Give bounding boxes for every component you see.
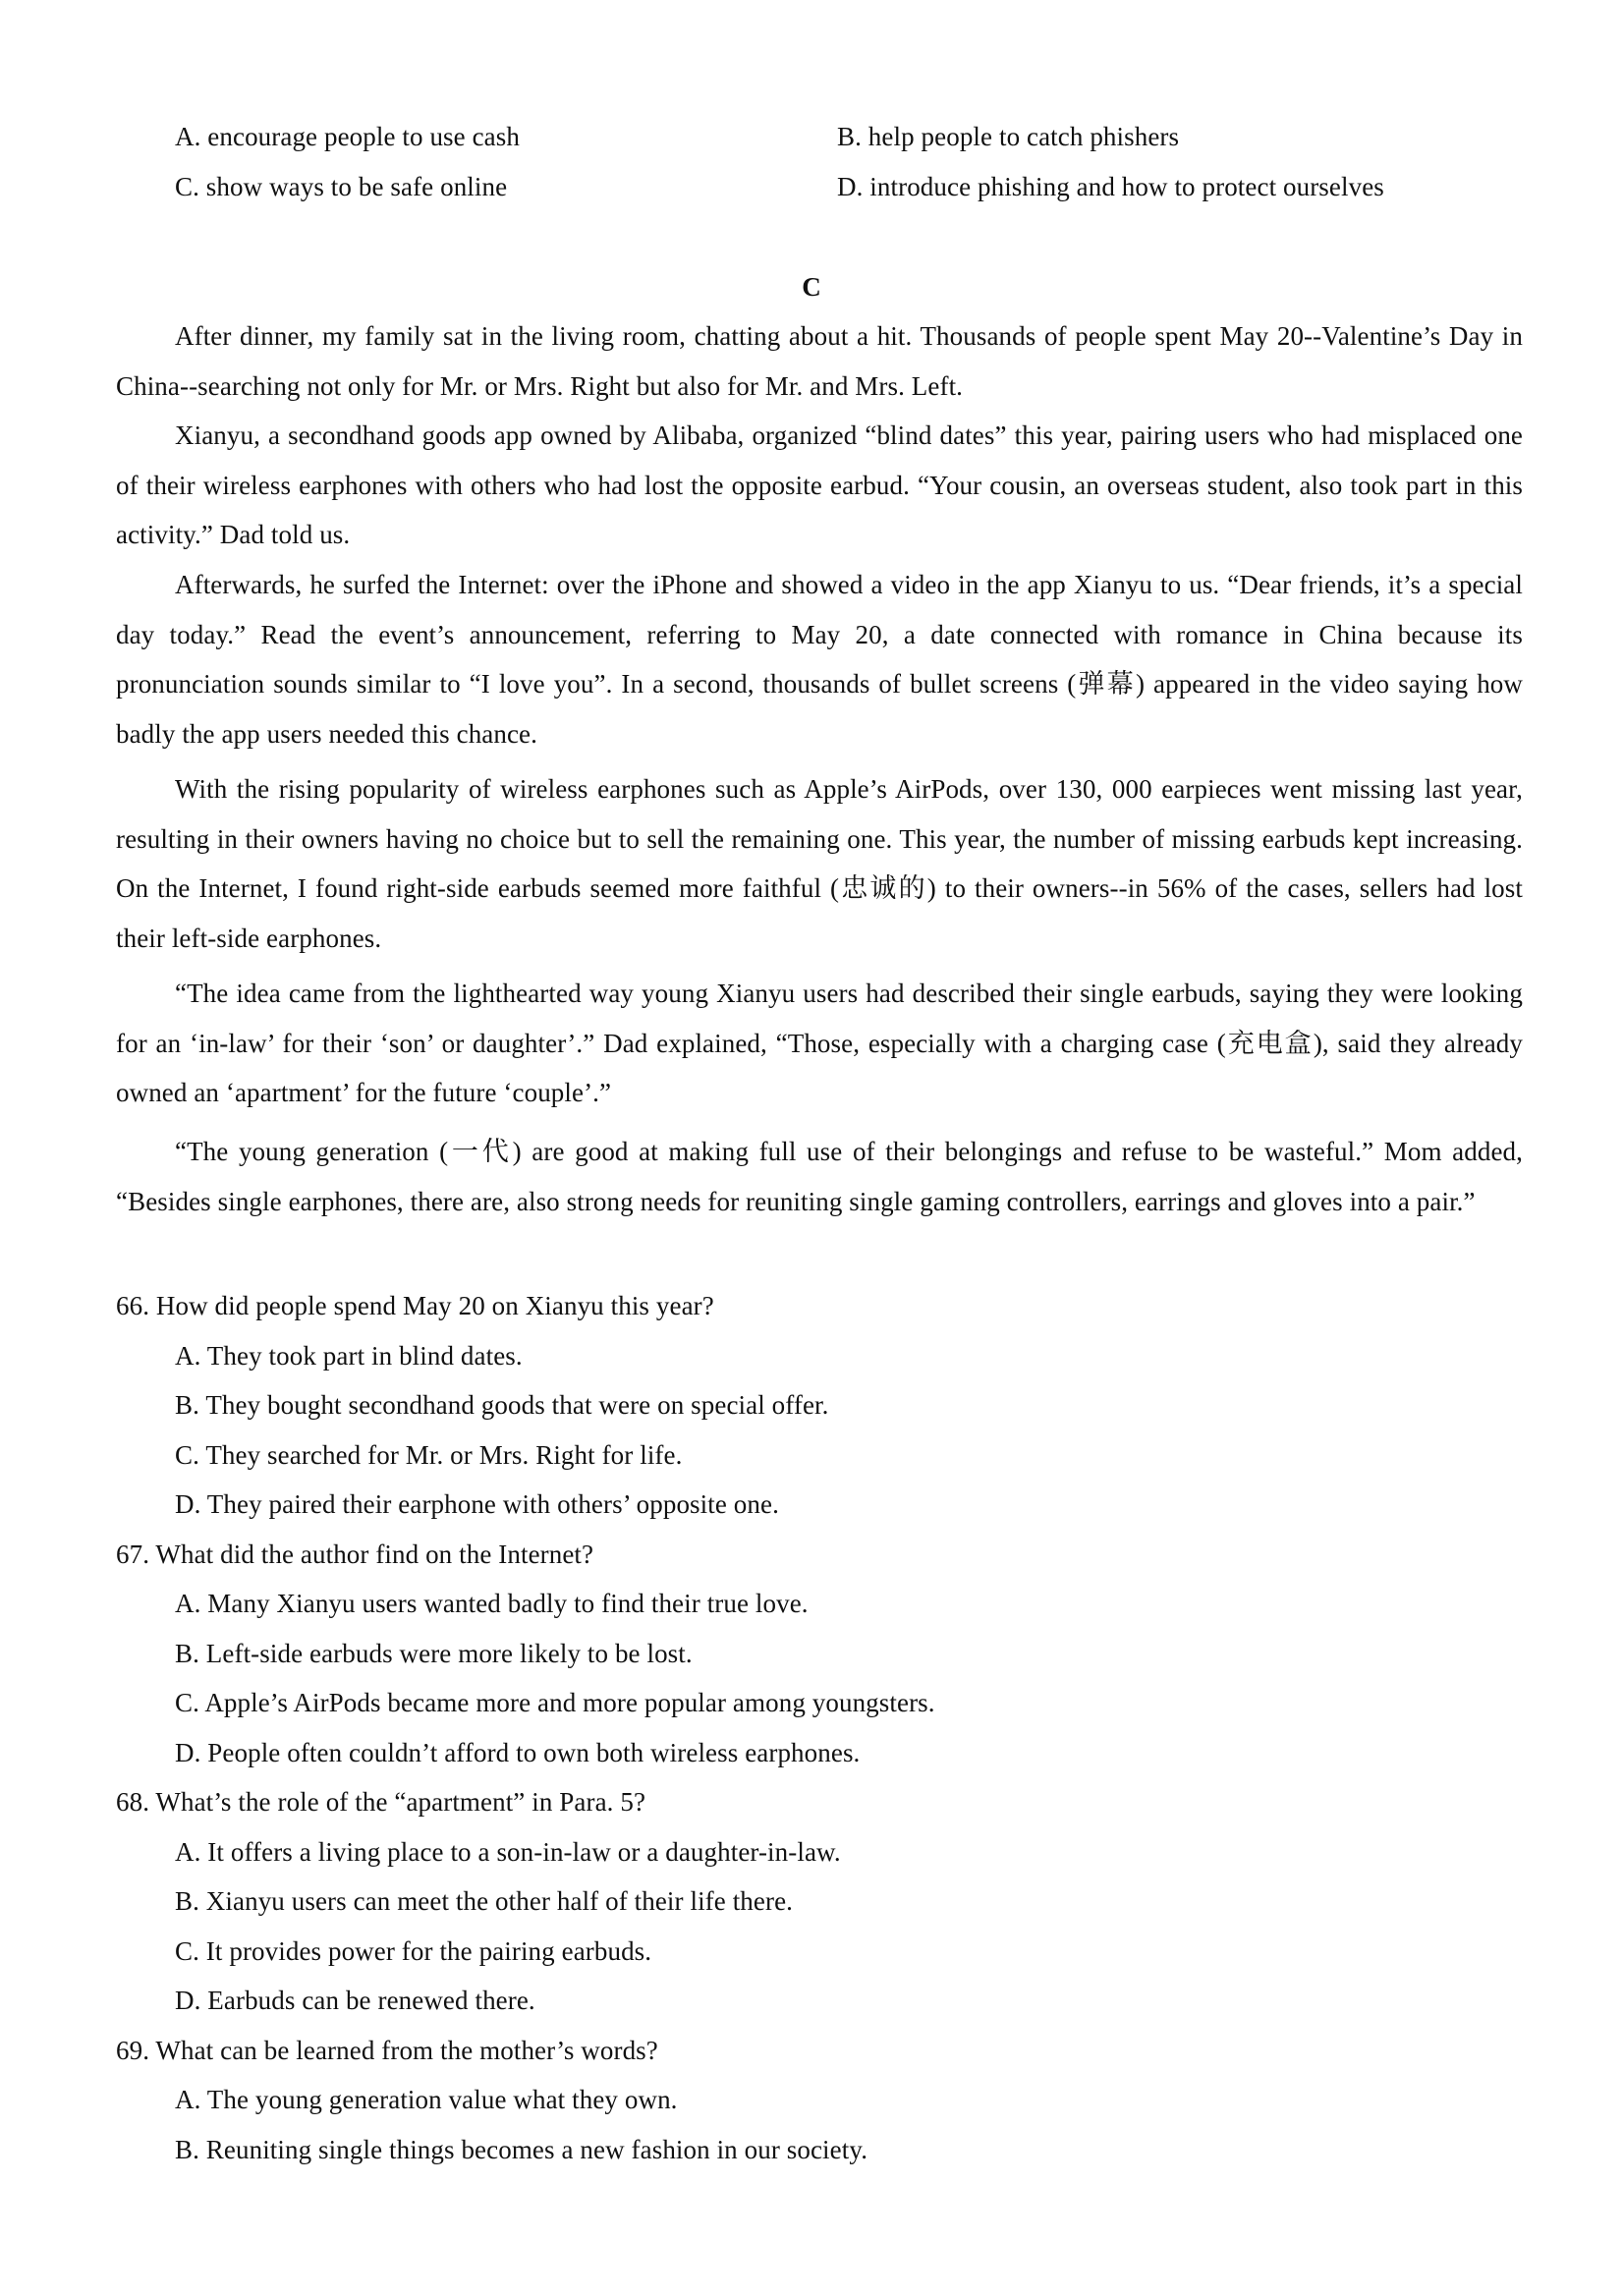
- passage-paragraph-3: Afterwards, he surfed the Internet: over the iPhone and showed a video in the app Xianyu to us. “Dear friends, it’s a special day today.” Read the event’s announcement, referring to May 20, a date connected with romance in China because its pronunciation sounds similar to “I love you”. In a second, thousands of bullet screens (弹幕) appeared in the video saying how badly the app users needed this chance.: [116, 570, 1523, 749]
- question-66-option-b: B. They bought secondhand goods that were on special offer.: [175, 1390, 829, 1420]
- question-69-option-a: A. The young generation value what they own.: [175, 2085, 678, 2114]
- question-67-option-b: B. Left-side earbuds were more likely to be lost.: [175, 1639, 693, 1668]
- prev-option-b: B. help people to catch phishers: [837, 122, 1180, 151]
- passage-paragraph-5: “The idea came from the lighthearted way young Xianyu users had described their single earbuds, saying they were looking for an ‘in-law’ for their ‘son’ or daughter’.” Dad explained, “Those, especially with a charging case (充电盒), said they already owned an ‘apartment’ for the future ‘couple’.”: [116, 979, 1523, 1107]
- passage-paragraph-2: Xianyu, a secondhand goods app owned by Alibaba, organized “blind dates” this year, pairing users who had misplaced one of their wireless earphones with others who had lost the opposite earbud. “Your cousin, an overseas student, also took part in this activity.” Dad told us.: [116, 420, 1523, 549]
- question-66-option-c: C. They searched for Mr. or Mrs. Right for life.: [175, 1440, 683, 1470]
- question-66-option-d: D. They paired their earphone with others’ opposite one.: [175, 1489, 779, 1519]
- section-heading: C: [802, 272, 821, 302]
- passage-paragraph-6: “The young generation (一代) are good at making full use of their belongings and refuse to be wasteful.” Mom added, “Besides single earphones, there are, also strong needs for reuniting single gaming controllers, earrings and gloves into a pair.”: [116, 1137, 1523, 1216]
- question-67-stem: 67. What did the author find on the Internet?: [116, 1540, 594, 1569]
- prev-option-a: A. encourage people to use cash: [175, 122, 520, 151]
- question-68-option-d: D. Earbuds can be renewed there.: [175, 1986, 535, 2015]
- question-68-option-b: B. Xianyu users can meet the other half of their life there.: [175, 1886, 794, 1916]
- question-66-stem: 66. How did people spend May 20 on Xianyu this year?: [116, 1291, 714, 1320]
- prev-option-d: D. introduce phishing and how to protect ourselves: [837, 172, 1384, 201]
- question-67-option-a: A. Many Xianyu users wanted badly to find their true love.: [175, 1589, 809, 1618]
- passage-paragraph-4: With the rising popularity of wireless earphones such as Apple’s AirPods, over 130, 000 earpieces went missing last year, resulting in their owners having no choice but to sell the remaining one. This year, the number of missing earbuds kept increasing. On the Internet, I found right-side earbuds seemed more faithful (忠诚的) to their owners--in 56% of the cases, sellers had lost their left-side earphones.: [116, 774, 1523, 953]
- question-69-stem: 69. What can be learned from the mother’s words?: [116, 2036, 658, 2065]
- question-68-option-a: A. It offers a living place to a son-in-law or a daughter-in-law.: [175, 1837, 841, 1867]
- passage-paragraph-1: After dinner, my family sat in the living room, chatting about a hit. Thousands of people spent May 20--Valentine’s Day in China--searching not only for Mr. or Mrs. Right but also for Mr. and Mrs. Left.: [116, 321, 1523, 401]
- question-67-option-d: D. People often couldn’t afford to own both wireless earphones.: [175, 1738, 861, 1767]
- question-67-option-c: C. Apple’s AirPods became more and more popular among youngsters.: [175, 1688, 935, 1717]
- prev-option-c: C. show ways to be safe online: [175, 172, 508, 201]
- question-66-option-a: A. They took part in blind dates.: [175, 1341, 523, 1371]
- question-68-option-c: C. It provides power for the pairing earbuds.: [175, 1936, 652, 1966]
- question-69-option-b: B. Reuniting single things becomes a new fashion in our society.: [175, 2135, 868, 2164]
- question-68-stem: 68. What’s the role of the “apartment” in Para. 5?: [116, 1787, 646, 1817]
